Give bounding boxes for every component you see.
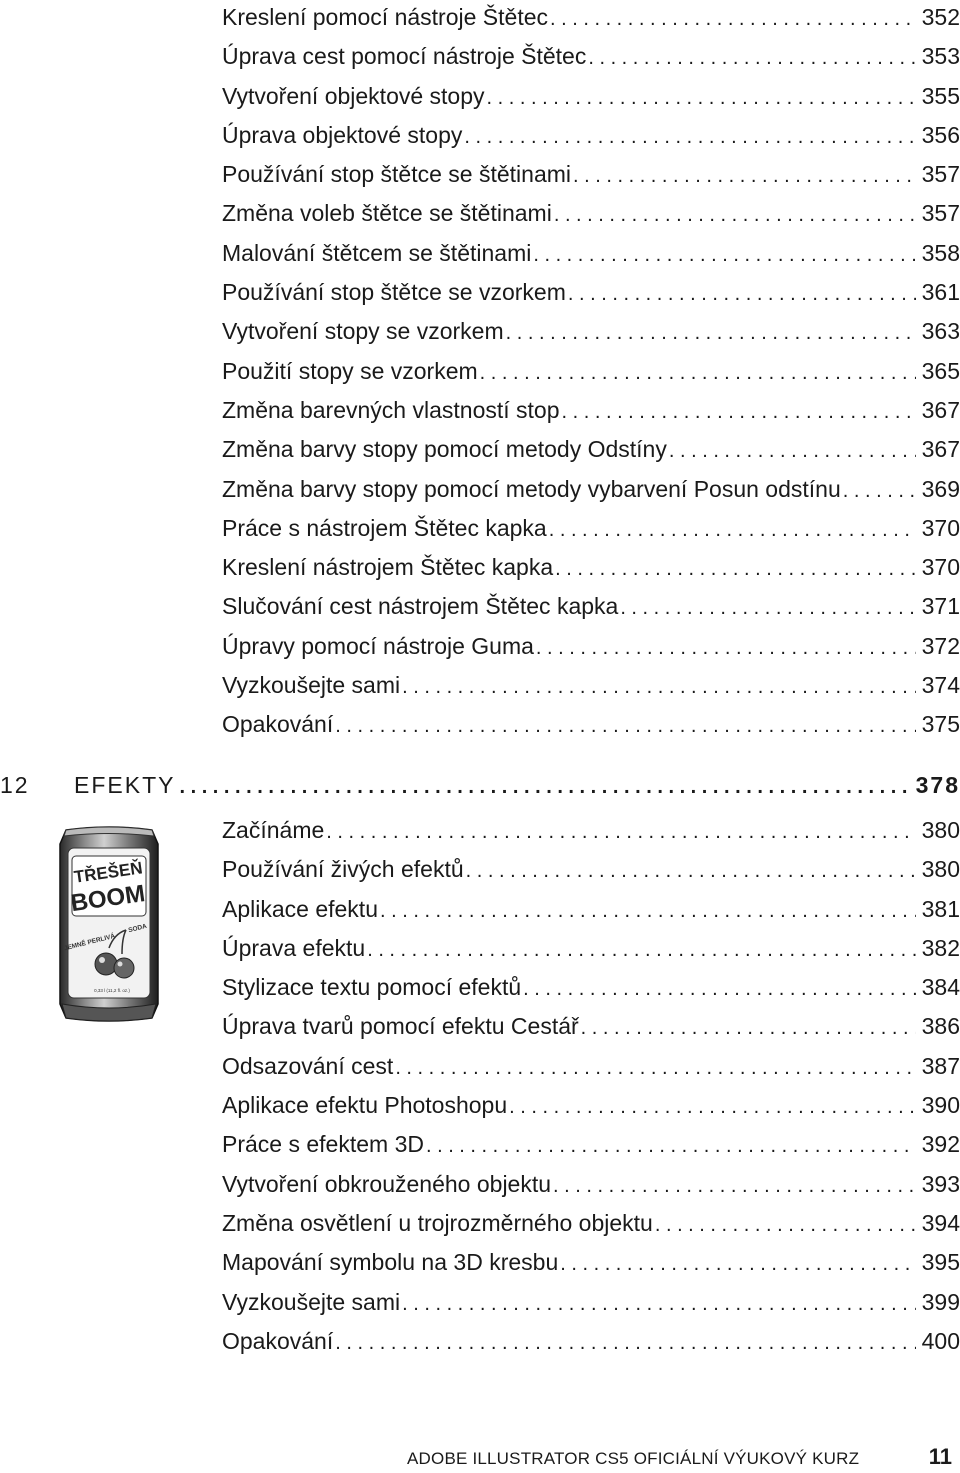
soda-can-illustration <box>54 826 164 1022</box>
toc-entry-page: 367 <box>921 396 960 423</box>
dot-leader <box>426 1127 916 1166</box>
toc-entry[interactable] <box>222 548 960 587</box>
toc-entry-title: Práce s efektem 3D <box>222 1131 424 1158</box>
toc-entry[interactable] <box>222 391 960 430</box>
toc-entry-title: Používání stop štětce se štětinami <box>222 161 572 188</box>
toc-entry-page: 386 <box>921 1013 960 1040</box>
toc-entry-title: Kreslení pomocí nástroje Štětec <box>222 4 548 30</box>
footer-title: ADOBE ILLUSTRATOR CS5 OFICIÁLNÍ VÝUKOVÝ KURZ <box>407 1449 860 1468</box>
toc-entry-title: Malování štětcem se štětinami <box>222 239 532 266</box>
toc-entry-page: 393 <box>921 1170 960 1197</box>
toc-entry[interactable] <box>222 1047 960 1086</box>
toc-entry-title: Úpravy pomocí nástroje Guma <box>222 632 534 659</box>
toc-entry[interactable] <box>222 509 960 548</box>
toc-entry[interactable] <box>222 352 960 391</box>
toc-entry-title: Odsazování cest <box>222 1052 394 1079</box>
toc-entry-page: 390 <box>921 1092 960 1119</box>
toc-entry-page: 400 <box>921 1327 960 1354</box>
toc-entry-page: 387 <box>921 1052 960 1079</box>
toc-entry-title: Změna voleb štětce se štětinami <box>222 200 552 227</box>
toc-entry-title: Vytvoření objektové stopy <box>222 82 485 109</box>
toc-entry-page: 381 <box>921 895 960 922</box>
toc-entry-title: Použití stopy se vzorkem <box>222 357 478 384</box>
toc-entry-title: Opakování <box>222 1327 334 1354</box>
toc-entry[interactable] <box>222 312 960 351</box>
toc-entry-page: 374 <box>921 672 960 699</box>
toc-entry[interactable] <box>222 77 960 116</box>
dot-leader <box>549 511 916 550</box>
toc-entry-page: 395 <box>921 1249 960 1276</box>
dot-leader <box>506 314 916 353</box>
toc-entry[interactable] <box>222 430 960 469</box>
toc-entry[interactable] <box>222 666 960 705</box>
page-footer <box>0 1444 960 1470</box>
dot-leader <box>367 931 915 970</box>
toc-entry-title: Úprava tvarů pomocí efektu Cestář <box>222 1013 579 1040</box>
toc-entry-title: Vytvoření obkrouženého objektu <box>222 1170 552 1197</box>
toc-entry[interactable] <box>222 627 960 666</box>
dot-leader <box>536 629 916 668</box>
dot-leader <box>402 668 916 707</box>
toc-entry-title: Aplikace efektu <box>222 895 378 922</box>
can-logo-line2: BOOM <box>69 880 147 918</box>
dot-leader <box>573 157 916 196</box>
chapter-number: 12 <box>0 772 30 798</box>
toc-entry-page: 370 <box>921 554 960 581</box>
toc-entry-page: 371 <box>921 593 960 620</box>
toc-entry-page: 361 <box>921 279 960 306</box>
toc-entry-title: Změna barevných vlastností stop <box>222 396 560 423</box>
dot-leader <box>554 196 916 235</box>
chapter-title: EFEKTY <box>74 772 176 798</box>
toc-entry[interactable] <box>222 194 960 233</box>
toc-entry-page: 370 <box>921 514 960 541</box>
dot-leader <box>553 1167 916 1206</box>
toc-entry-page: 399 <box>921 1288 960 1315</box>
toc-entry-page: 365 <box>921 357 960 384</box>
dot-leader <box>562 393 916 432</box>
dot-leader <box>555 550 916 589</box>
toc-entry-title: Úprava objektové stopy <box>222 121 463 148</box>
dot-leader <box>179 766 909 808</box>
toc-entry-title: Úprava cest pomocí nástroje Štětec <box>222 43 587 70</box>
toc-entry[interactable] <box>222 273 960 312</box>
toc-entry[interactable] <box>222 811 960 850</box>
can-side-left: JEMNĚ PERLIVÁ <box>63 932 116 953</box>
toc-entry-page: 357 <box>921 200 960 227</box>
dot-leader <box>588 39 915 78</box>
toc-entry-page: 357 <box>921 161 960 188</box>
toc-entry-title: Mapování symbolu na 3D kresbu <box>222 1249 559 1276</box>
toc-entry-page: 356 <box>921 121 960 148</box>
toc-entry[interactable] <box>222 1086 960 1125</box>
dot-leader <box>466 852 916 891</box>
toc-entry-title: Změna barvy stopy pomocí metody vybarvení Posun odstínu <box>222 475 841 502</box>
dot-leader <box>335 707 915 746</box>
toc-entry[interactable] <box>222 234 960 273</box>
toc-entry-page: 380 <box>921 817 960 843</box>
toc-entry-page: 392 <box>921 1131 960 1158</box>
dot-leader <box>326 813 915 852</box>
toc-entry-title: Vyzkoušejte sami <box>222 1288 401 1315</box>
toc-entry-title: Změna barvy stopy pomocí metody Odstíny <box>222 436 667 463</box>
toc-entry-page: 380 <box>921 856 960 883</box>
dot-leader <box>655 1206 916 1245</box>
dot-leader <box>487 79 916 118</box>
dot-leader <box>464 118 915 157</box>
dot-leader <box>509 1088 915 1127</box>
dot-leader <box>335 1324 915 1363</box>
toc-entry-page: 355 <box>921 82 960 109</box>
toc-entry-page: 363 <box>921 318 960 345</box>
toc-entry[interactable] <box>222 1125 960 1164</box>
can-side-right: SODA <box>127 922 148 935</box>
dot-leader <box>560 1245 915 1284</box>
toc-entry-page: 382 <box>921 934 960 961</box>
chapter-page: 378 <box>915 772 960 798</box>
toc-entry[interactable] <box>222 1007 960 1046</box>
dot-leader <box>380 892 916 931</box>
toc-entry[interactable] <box>222 1204 960 1243</box>
toc-entry-title: Používání živých efektů <box>222 856 464 883</box>
chapter-heading[interactable] <box>0 764 960 806</box>
toc-entry-page: 369 <box>921 475 960 502</box>
dot-leader <box>395 1049 915 1088</box>
toc-entry-page: 367 <box>921 436 960 463</box>
can-logo-line1: TŘEŠEŇ <box>72 858 144 887</box>
toc-entry-page: 394 <box>921 1209 960 1236</box>
dot-leader <box>402 1285 916 1324</box>
toc-entry[interactable] <box>222 929 960 968</box>
toc-entry[interactable] <box>222 968 960 1007</box>
toc-section-top <box>222 0 960 745</box>
toc-entry-title: Slučování cest nástrojem Štětec kapka <box>222 593 619 620</box>
dot-leader <box>843 472 916 511</box>
toc-entry-page: 358 <box>921 239 960 266</box>
toc-entry-page: 353 <box>921 43 960 70</box>
dot-leader <box>568 275 916 314</box>
toc-entry-title: Stylizace textu pomocí efektů <box>222 974 522 1001</box>
toc-entry[interactable] <box>222 470 960 509</box>
dot-leader <box>550 0 916 39</box>
toc-entry[interactable] <box>222 890 960 929</box>
dot-leader <box>620 589 915 628</box>
toc-entry[interactable] <box>222 1322 960 1361</box>
toc-entry-title: Práce s nástrojem Štětec kapka <box>222 514 547 541</box>
toc-entry-title: Používání stop štětce se vzorkem <box>222 279 566 306</box>
toc-entry-title: Opakování <box>222 711 334 738</box>
dot-leader <box>669 432 916 471</box>
toc-entry-title: Kreslení nástrojem Štětec kapka <box>222 554 554 581</box>
toc-entry[interactable] <box>222 705 960 744</box>
toc-entry[interactable] <box>222 0 960 37</box>
footer-page-number: 11 <box>928 1444 952 1469</box>
toc-entry-title: Úprava efektu <box>222 934 366 961</box>
toc-entry-title: Začínáme <box>222 817 325 843</box>
dot-leader <box>480 354 916 393</box>
toc-entry[interactable] <box>222 155 960 194</box>
toc-entry-page: 372 <box>921 632 960 659</box>
toc-entry-title: Aplikace efektu Photoshopu <box>222 1092 508 1119</box>
can-volume: 0,33 l (11,2 fl. oz.) <box>94 988 130 993</box>
toc-entry-title: Vytvoření stopy se vzorkem <box>222 318 504 345</box>
dot-leader <box>523 970 915 1009</box>
toc-entry[interactable] <box>222 1243 960 1282</box>
toc-entry-page: 375 <box>921 711 960 738</box>
toc-entry[interactable] <box>222 587 960 626</box>
dot-leader <box>581 1009 916 1048</box>
toc-entry[interactable] <box>222 1283 960 1322</box>
toc-entry[interactable] <box>222 850 960 889</box>
toc-entry-title: Vyzkoušejte sami <box>222 672 401 699</box>
toc-entry[interactable] <box>222 37 960 76</box>
toc-entry-title: Změna osvětlení u trojrozměrného objektu <box>222 1209 653 1236</box>
toc-entry-page: 352 <box>921 4 960 30</box>
toc-entry-page: 384 <box>921 974 960 1001</box>
toc-entry[interactable] <box>222 1165 960 1204</box>
dot-leader <box>533 236 915 275</box>
toc-section-bottom <box>222 811 960 1361</box>
toc-entry[interactable] <box>222 116 960 155</box>
